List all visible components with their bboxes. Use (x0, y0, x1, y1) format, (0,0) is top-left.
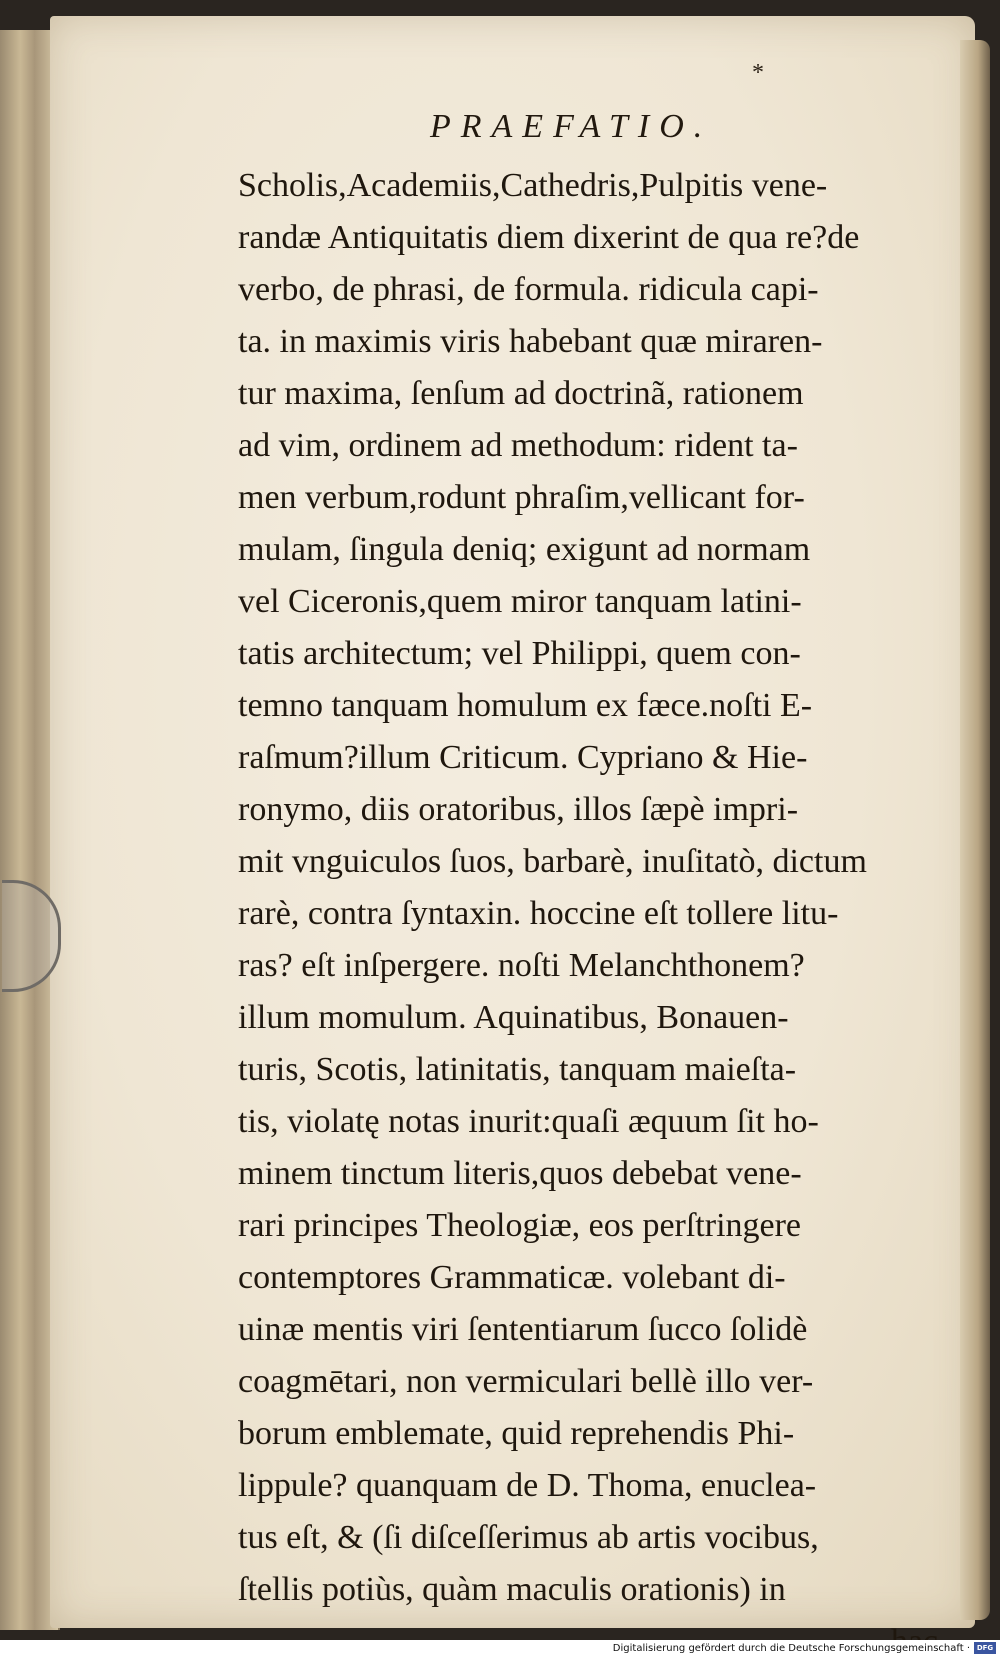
funding-notice: Digitalisierung gefördert durch die Deutsche Forschungsgemeinschaft · (612, 1643, 970, 1654)
body-text (238, 160, 938, 1668)
text-line: men verbum,rodunt phraſim,vellicant for- (238, 479, 805, 516)
text-line: rari principes Theologiæ, eos perſtringere (238, 1207, 802, 1244)
text-line: uinæ mentis viri ſententiarum ſucco ſolidè (238, 1311, 808, 1348)
dfg-logo: DFG (974, 1642, 996, 1654)
text-line: ad vim, ordinem ad methodum: rident ta- (238, 427, 798, 464)
text-line: Scholis,Academiis,Cathedris,Pulpitis vene- (238, 167, 828, 204)
digitization-footer (0, 1640, 1000, 1657)
text-line: tus eſt, & (ſi diſceſſerimus ab artis vocibus, (238, 1519, 819, 1556)
text-line: turis, Scotis, latinitatis, tanquam maieſta- (238, 1051, 797, 1088)
text-line: minem tinctum literis,quos debebat vene- (238, 1155, 802, 1192)
running-head: PRAEFATIO. (430, 108, 713, 145)
page-fore-edge (960, 40, 990, 1620)
text-line: vel Ciceronis,quem miror tanquam latini- (238, 583, 802, 620)
text-line: coagmētari, non vermiculari bellè illo ver- (238, 1363, 814, 1400)
text-line: contemptores Grammaticæ. volebant di- (238, 1259, 786, 1296)
text-line: ta. in maximis viris habebant quæ miraren- (238, 323, 823, 360)
text-line: rarè, contra ſyntaxin. hoccine eſt tollere litu- (238, 895, 839, 932)
text-line: tur maxima, ſenſum ad doctrinã, rationem (238, 375, 804, 412)
text-line: lippule? quanquam de D. Thoma, enuclea- (238, 1467, 817, 1504)
text-line: tis, violatę notas inurit:quaſi æquum ſit ho- (238, 1103, 819, 1140)
text-line: illum momulum. Aquinatibus, Bonauen- (238, 999, 789, 1036)
text-line: ſtellis potiùs, quàm maculis orationis) in (238, 1571, 786, 1608)
text-line: mit vnguiculos ſuos, barbarè, inuſitatò, dictum (238, 843, 867, 880)
text-line: ras? eſt inſpergere. noſti Melanchthonem? (238, 947, 805, 984)
signature-mark: * (752, 60, 764, 86)
text-line: randæ Antiquitatis diem dixerint de qua re?de (238, 219, 860, 256)
text-line: mulam, ſingula deniq; exigunt ad normam (238, 531, 811, 568)
text-line: ronymo, diis oratoribus, illos ſæpè impri- (238, 791, 799, 828)
text-line: verbo, de phrasi, de formula. ridicula capi- (238, 271, 819, 308)
text-line: borum emblemate, quid reprehendis Phi- (238, 1415, 795, 1452)
text-line: tatis architectum; vel Philippi, quem con- (238, 635, 801, 672)
text-line: raſmum?illum Criticum. Cypriano & Hie- (238, 739, 808, 776)
text-line: temno tanquam homulum ex fæce.noſti E- (238, 687, 813, 724)
